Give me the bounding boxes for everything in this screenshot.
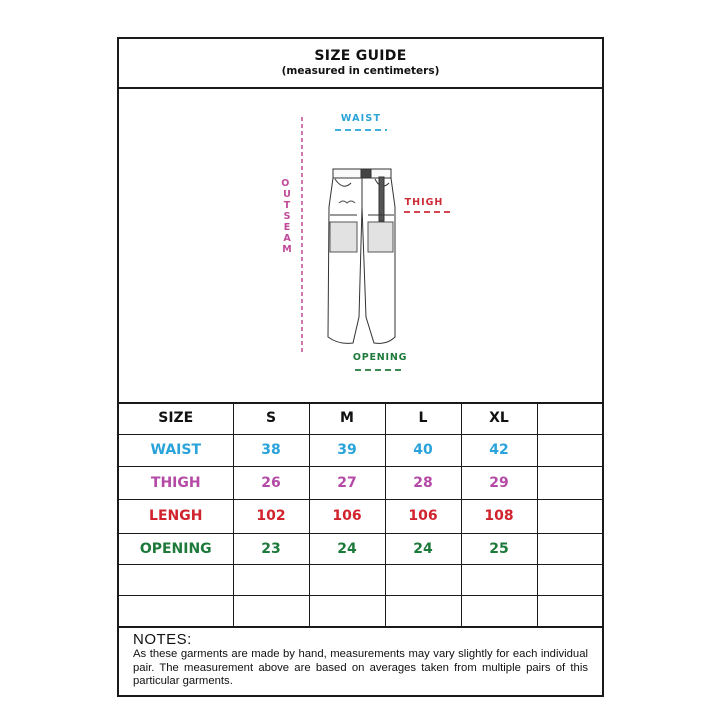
table-cell: 39 — [309, 434, 385, 466]
table-row — [119, 564, 602, 595]
table-row — [119, 434, 602, 466]
table-cell: 40 — [385, 434, 461, 466]
table-cell — [537, 595, 602, 626]
row-label: LENGH — [119, 499, 233, 533]
size-guide-header — [119, 39, 602, 89]
table-cell: 38 — [233, 434, 309, 466]
table-row — [119, 533, 602, 564]
column-header: L — [385, 402, 461, 434]
notes-section — [119, 626, 602, 697]
table-row — [119, 595, 602, 626]
table-cell — [537, 533, 602, 564]
table-cell: 26 — [233, 466, 309, 499]
table-cell — [385, 564, 461, 595]
pants-illustration — [119, 87, 602, 402]
row-label: OPENING — [119, 533, 233, 564]
opening-label: OPENING — [352, 352, 408, 363]
page-subtitle: (measured in centimeters) — [281, 65, 440, 77]
table-row — [119, 499, 602, 533]
table-cell — [233, 595, 309, 626]
pants-drawing — [328, 169, 395, 343]
row-label: WAIST — [119, 434, 233, 466]
table-cell — [461, 564, 537, 595]
table-cell: 23 — [233, 533, 309, 564]
table-cell: 102 — [233, 499, 309, 533]
table-cell — [537, 466, 602, 499]
table-cell: 29 — [461, 466, 537, 499]
column-header: SIZE — [119, 402, 233, 434]
table-cell: 42 — [461, 434, 537, 466]
table-cell: 106 — [309, 499, 385, 533]
table-cell: 24 — [309, 533, 385, 564]
table-cell — [537, 499, 602, 533]
waist-label: WAIST — [340, 113, 382, 124]
table-row — [119, 466, 602, 499]
table-cell: 24 — [385, 533, 461, 564]
thigh-label: THIGH — [404, 197, 444, 208]
row-label — [119, 564, 233, 595]
table-cell: 25 — [461, 533, 537, 564]
column-header — [537, 402, 602, 434]
notes-text: As these garments are made by hand, measurements may vary slightly for each individual pair. The measurement above are based on averages taken from multiple pairs of this particular garments. — [133, 648, 588, 687]
table-cell — [309, 595, 385, 626]
table-cell — [233, 564, 309, 595]
table-cell — [537, 564, 602, 595]
table-cell: 106 — [385, 499, 461, 533]
outseam-label: O U T S E A M — [281, 178, 292, 255]
notes-title: NOTES: — [133, 631, 192, 648]
table-cell: 27 — [309, 466, 385, 499]
table-cell — [309, 564, 385, 595]
column-header: S — [233, 402, 309, 434]
size-guide-card — [117, 37, 604, 697]
pants-diagram — [119, 87, 602, 404]
table-cell: 28 — [385, 466, 461, 499]
table-cell — [461, 595, 537, 626]
page-title: SIZE GUIDE — [314, 48, 407, 64]
table-cell — [537, 434, 602, 466]
column-header: M — [309, 402, 385, 434]
size-table — [119, 402, 602, 627]
table-cell: 108 — [461, 499, 537, 533]
row-label — [119, 595, 233, 626]
table-cell — [385, 595, 461, 626]
row-label: THIGH — [119, 466, 233, 499]
table-header-row — [119, 402, 602, 434]
column-header: XL — [461, 402, 537, 434]
